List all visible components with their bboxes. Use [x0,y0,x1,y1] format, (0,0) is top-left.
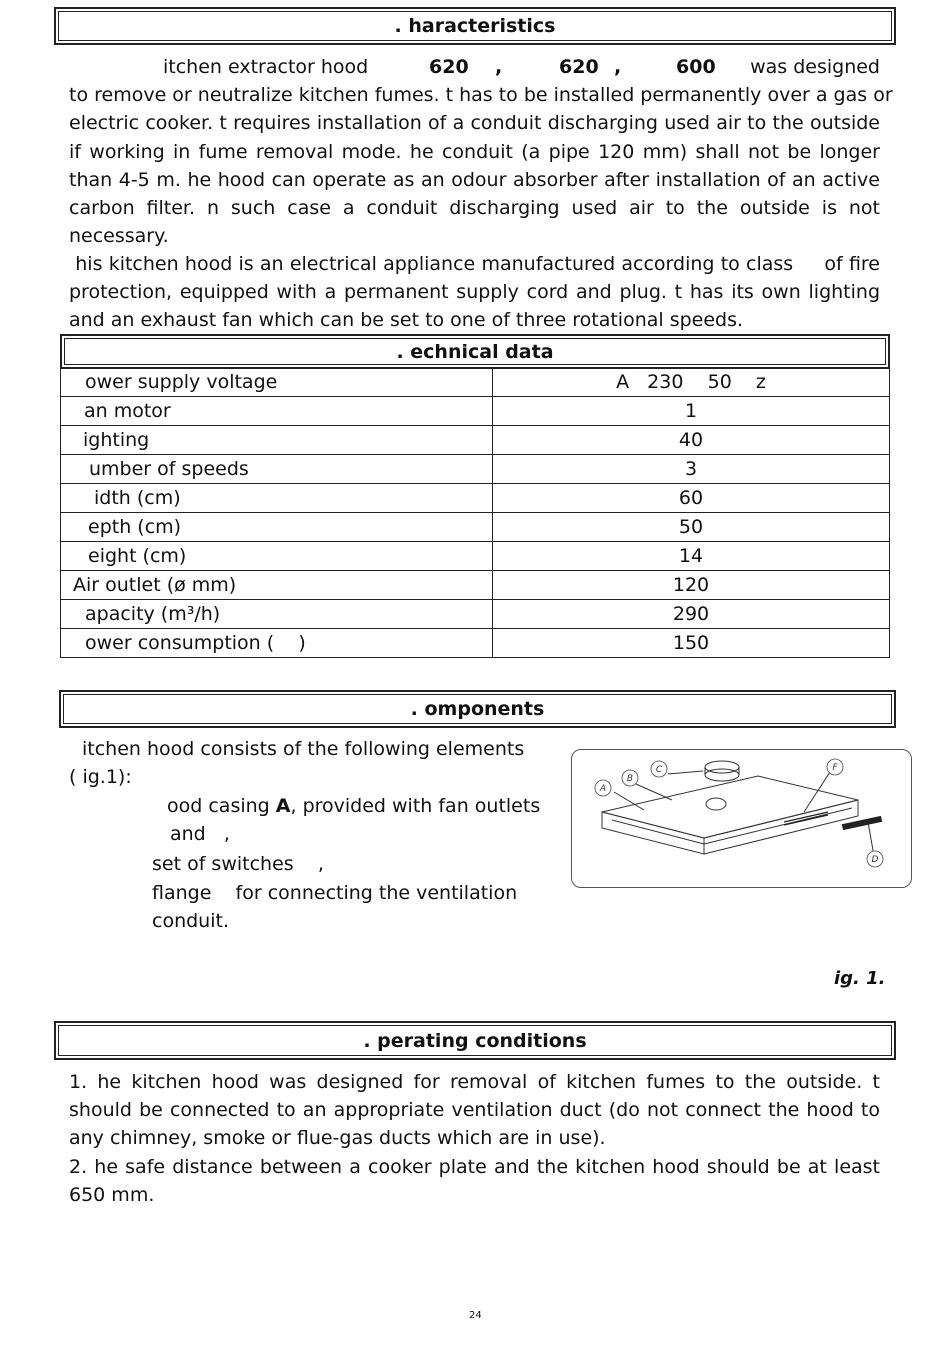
row-label: ighting [61,426,493,455]
text-line: if working in fume removal mode. he conduit (a pipe 120 mm) shall not be longer [69,140,880,163]
text-line: 2. he safe distance between a cooker plate and the kitchen hood should be at least [69,1156,880,1178]
operating-conditions-item-2 [69,1153,880,1209]
text-line [69,53,880,81]
text-fragment: , [614,56,622,78]
row-value: 120 [493,571,890,600]
text-fragment: itchen extractor hood [163,56,369,78]
hood-diagram-icon [572,750,913,889]
fig-label-c: C [655,765,663,775]
row-value: 3 [493,455,890,484]
components-intro: itchen hood consists of the following elements [82,738,525,760]
model-number: 620 [429,56,469,78]
operating-conditions-item-1 [69,1068,880,1153]
table-row [61,455,890,484]
text-line: protection, equipped with a permanent supply cord and plug. t has its own lighting [69,281,880,304]
row-value: 60 [493,484,890,513]
row-label: umber of speeds [61,455,493,484]
characteristics-paragraph-2 [69,250,880,335]
row-label: an motor [61,397,493,426]
section-header-technical-data [60,334,890,369]
table-row [61,600,890,629]
fig-label-d: D [871,855,879,865]
fig-label-f: F [832,763,838,773]
table-row [61,484,890,513]
text-line: necessary. [69,225,169,248]
table-row [61,426,890,455]
model-number: 620 [559,56,599,78]
figure-caption: ig. 1. [834,968,886,989]
row-value: 290 [493,600,890,629]
text-line: any chimney, smoke or flue-gas ducts which are in use). [69,1127,606,1150]
row-value: 50 [493,513,890,542]
text-line: 1. he kitchen hood was designed for removal of kitchen fumes to the outside. t [69,1071,880,1093]
text-line: electric cooker. t requires installation of a conduit discharging used air to the outside [69,112,880,135]
component-item-2: set of switches , [152,853,324,875]
component-item-1: ood casing A, provided with fan outlets [167,795,541,817]
characteristics-paragraph-1 [69,53,893,250]
table-row [61,629,890,658]
row-label: Air outlet (ø mm) [61,571,493,600]
text-fragment: , [495,56,503,78]
table-row [61,513,890,542]
row-label: epth (cm) [61,513,493,542]
text-line: 650 mm. [69,1184,155,1207]
row-label: idth (cm) [61,484,493,513]
page-number: 24 [469,1310,482,1321]
text-line: and an exhaust fan which can be set to one of three rotational speeds. [69,309,744,332]
model-number: 600 [676,56,716,78]
text-line: carbon filter. n such case a conduit discharging used air to the outside is not [69,197,880,219]
row-label: eight (cm) [61,542,493,571]
section-title: . perating conditions [58,1025,892,1056]
component-item-3: flange for connecting the ventilation [152,882,518,904]
table-row [61,397,890,426]
text-line: his kitchen hood is an electrical appliance manufactured according to class of fire [69,253,880,275]
row-value: 40 [493,426,890,455]
row-value: 1 [493,397,890,426]
section-header-characteristics [54,7,896,45]
table-row [61,368,890,397]
text-fragment: was designed [750,56,880,78]
components-intro-ref: ( ig.1): [69,766,132,788]
table-row [61,571,890,600]
row-label: ower consumption ( ) [61,629,493,658]
component-item-3-cont: conduit. [152,910,229,932]
text-line: than 4-5 m. he hood can operate as an odour absorber after installation of an active [69,168,880,191]
table-row [61,542,890,571]
section-title: . echnical data [64,338,886,365]
section-header-components [59,690,896,728]
row-label: apacity (m³/h) [61,600,493,629]
row-label: ower supply voltage [61,368,493,397]
section-header-operating-conditions [54,1021,896,1060]
row-value: 150 [493,629,890,658]
component-item-1-cont: and , [170,823,230,845]
fig-label-a: A [599,784,607,794]
row-value: A 230 50 z [493,368,890,397]
fig-label-b: B [626,774,634,784]
technical-data-table [60,367,890,658]
row-value: 14 [493,542,890,571]
section-title: . haracteristics [58,11,892,41]
text-line: to remove or neutralize kitchen fumes. t has to be installed permanently over a gas or [69,84,893,107]
hood-diagram-figure [571,749,912,888]
text-line: should be connected to an appropriate ventilation duct (do not connect the hood to [69,1099,880,1122]
section-title: . omponents [63,694,892,724]
